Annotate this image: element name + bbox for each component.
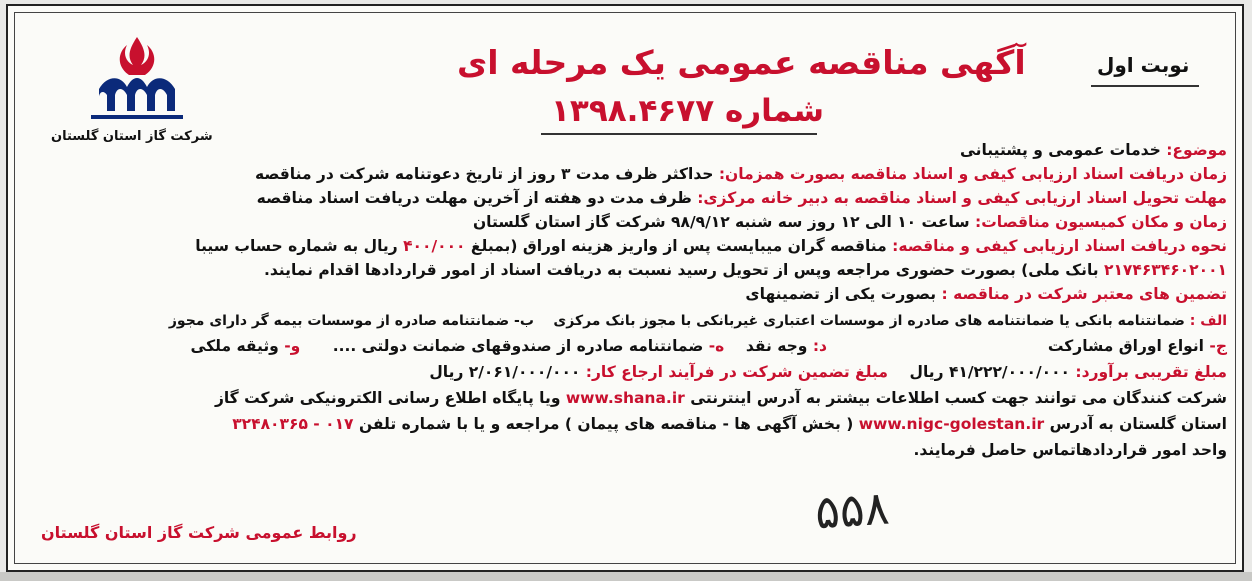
receive-value: حداکثر ظرف مدت ۳ روز از تاریخ دعوتنامه شرکت در مناقصه: [254, 165, 714, 183]
subject-value: خدمات عمومی و پشتیبانی: [959, 141, 1161, 159]
guarantee-amount-label: مبلغ تضمین شرکت در فرآیند ارجاع کار:: [585, 363, 888, 381]
account-number: ۲۱۷۴۶۳۴۶۰۲۰۰۱: [1104, 261, 1227, 279]
info-row-2: [232, 417, 1227, 433]
website-1-link[interactable]: www.shana.ir: [565, 389, 685, 407]
info-line-1b: ویا پایگاه اطلاع رسانی الکترونیکی شرکت گاز: [214, 389, 561, 407]
nobat-label: نوبت اول: [1097, 53, 1190, 77]
deadline-label: مهلت تحویل اسناد ارزیابی کیفی و اسناد مناقصه به دبیر خانه مرکزی:: [697, 189, 1227, 207]
subject-label: موضوع:: [1166, 141, 1227, 159]
scan-edge: [0, 572, 1252, 581]
subject-row: [960, 143, 1227, 159]
method-value-1: مناقصه گران میبایست پس از واریز هزینه اوراق (بمبلغ: [470, 237, 887, 255]
be-value: ب- ضمانتنامه صادره از موسسات بیمه گر دارای مجوز: [168, 313, 534, 329]
method-row-2: [264, 263, 1227, 279]
jim-label: ج-: [1209, 337, 1227, 355]
method-row: [195, 239, 1227, 255]
alef-row: [169, 313, 1227, 329]
flame-logo-icon: [77, 31, 197, 131]
nigc-logo: [77, 31, 197, 131]
commission-label: زمان و مکان کمیسیون مناقصات:: [975, 213, 1227, 231]
guarantee-amount-value: ۲/۰۶۱/۰۰۰/۰۰۰ ریال: [429, 363, 581, 381]
nobat-underline: [1091, 85, 1199, 87]
receive-label: زمان دریافت اسناد ارزیابی کیفی و اسناد مناقصه بصورت همزمان:: [718, 165, 1227, 183]
commission-row: [473, 215, 1227, 231]
guarantee-row: [745, 287, 1227, 303]
commission-value: ساعت ۱۰ الی ۱۲ روز سه شنبه ۹۸/۹/۱۲ شرکت گاز استان گلستان: [472, 213, 970, 231]
estimate-label: مبلغ تقریبی برآورد:: [1075, 363, 1227, 381]
estimate-value: ۴۱/۲۲۲/۰۰۰/۰۰۰ ریال: [909, 363, 1071, 381]
he-label: ه-: [708, 337, 725, 355]
alef-label: الف :: [1189, 313, 1227, 329]
dal-label: د:: [812, 337, 827, 355]
receive-row: [255, 167, 1227, 183]
guarantee-label: تضمین های معتبر شرکت در مناقصه :: [941, 285, 1227, 303]
deadline-row: [257, 191, 1227, 207]
method-value-3: بانک ملی) بصورت حضوری مراجعه وپس از تحویل رسید نسبت به دریافت اسناد از امور قراردادها اقدام نمایند.: [263, 261, 1099, 279]
alef-value: ضمانتنامه بانکی یا ضمانتنامه های صادره از موسسات اعتباری غیربانکی با مجوز بانک مرکزی: [553, 313, 1185, 329]
info-row-1: [215, 391, 1227, 407]
handwritten-code: ۵۵۸: [813, 480, 891, 540]
jim-value: انواع اوراق مشارکت: [1047, 337, 1204, 355]
website-2-link[interactable]: www.nigc-golestan.ir: [858, 415, 1045, 433]
options-row: [1048, 339, 1227, 355]
dal-value: وجه نقد: [745, 337, 808, 355]
deadline-value: ظرف مدت دو هفته از آخرین مهلت دریافت اسناد مناقصه: [256, 189, 692, 207]
vav-label: و-: [284, 337, 301, 355]
info-line-3: واحد امور قراردادهاتماس حاصل فرمایند.: [913, 441, 1227, 459]
phone-number: ۰۱۷ - ۳۲۴۸۰۳۶۵: [232, 415, 354, 433]
info-line-2a: استان گلستان به آدرس: [1049, 415, 1227, 433]
method-value-2: ریال به شماره حساب سیبا: [195, 237, 398, 255]
he-value: ضمانتنامه صادره از صندوقهای ضمانت دولتی ....: [332, 337, 704, 355]
estimate-row: [429, 365, 1227, 381]
title-underline: [541, 133, 817, 135]
vav-value: وثیقه ملکی: [190, 337, 279, 355]
options-row-2: [190, 339, 827, 355]
guarantee-value: بصورت یکی از تضمینهای: [745, 285, 937, 303]
tender-number: شماره ۱۳۹۸.۴۶۷۷: [551, 93, 825, 129]
method-label: نحوه دریافت اسناد ارزیابی کیفی و مناقصه:: [892, 237, 1227, 255]
info-line-1a: شرکت کنندگان می توانند جهت کسب اطلاعات بیشتر به آدرس اینترنتی: [690, 389, 1227, 407]
info-line-2b: ( بخش آگهی ها - مناقصه های پیمان ) مراجعه و یا با شماره تلفن: [358, 415, 854, 433]
advertisement-frame: [14, 12, 1236, 564]
info-row-3: [914, 443, 1227, 459]
footer-public-relations: روابط عمومی شرکت گاز استان گلستان: [41, 523, 357, 542]
logo-caption: شرکت گاز استان گلستان: [51, 129, 213, 144]
method-amount: ۴۰۰/۰۰۰: [403, 237, 466, 255]
advertisement-page: [6, 4, 1244, 572]
page-title: آگهی مناقصه عمومی یک مرحله ای: [457, 43, 1026, 82]
